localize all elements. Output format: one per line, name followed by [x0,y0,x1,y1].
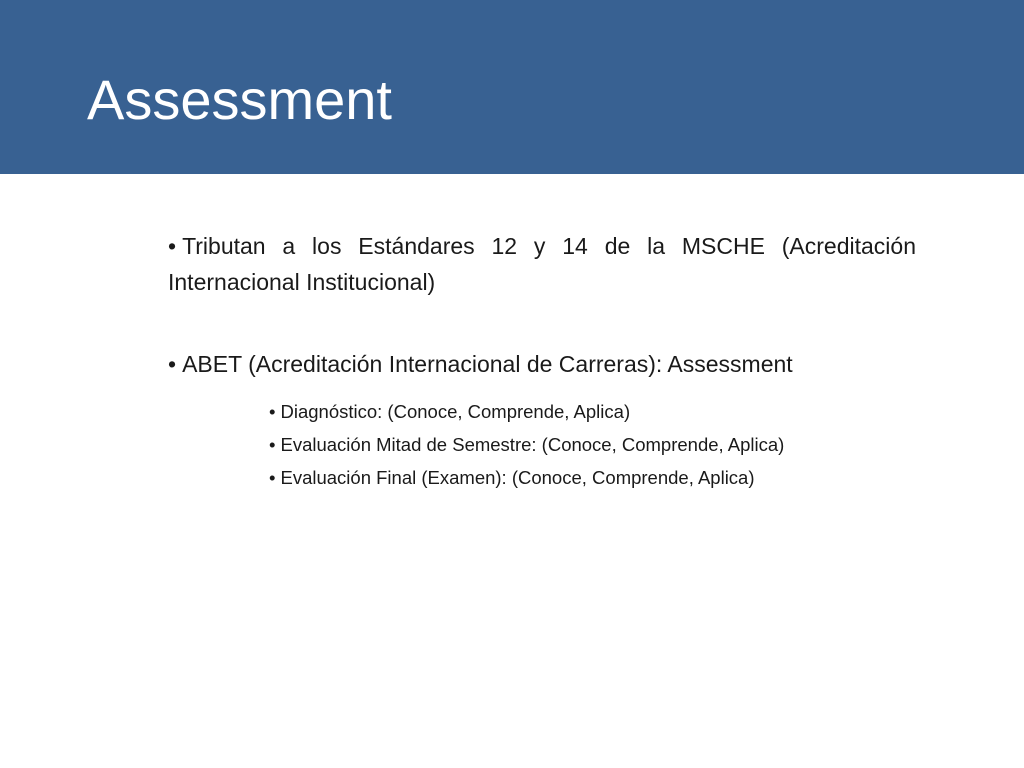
title-bar [0,0,1024,174]
sub-bullet-text: Evaluación Mitad de Semestre: (Conoce, Comprende, Aplica) [280,434,785,455]
slide-title: Assessment [87,68,392,131]
bullet-dot-icon: • [269,434,276,455]
sub-bullet-final [269,461,916,494]
bullet-dot-icon: • [269,401,276,422]
bullet-dot-icon: • [168,233,177,259]
bullet-item-msche [168,228,916,300]
bullet-dot-icon: • [269,467,276,488]
sub-bullet-list [269,395,916,494]
sub-bullet-diagnostico [269,395,916,428]
bullet-text: ABET (Acreditación Internacional de Carreras): Assessment [182,351,793,377]
bullet-item-abet [168,346,916,382]
sub-bullet-text: Diagnóstico: (Conoce, Comprende, Aplica) [280,401,631,422]
bullet-text: Tributan a los Estándares 12 y 14 de la MSCHE (Acreditación Internacional Institucional) [168,233,916,295]
sub-bullet-mitad-semestre [269,428,916,461]
sub-bullet-text: Evaluación Final (Examen): (Conoce, Comprende, Aplica) [280,467,755,488]
bullet-dot-icon: • [168,351,177,377]
slide-content [168,228,916,494]
